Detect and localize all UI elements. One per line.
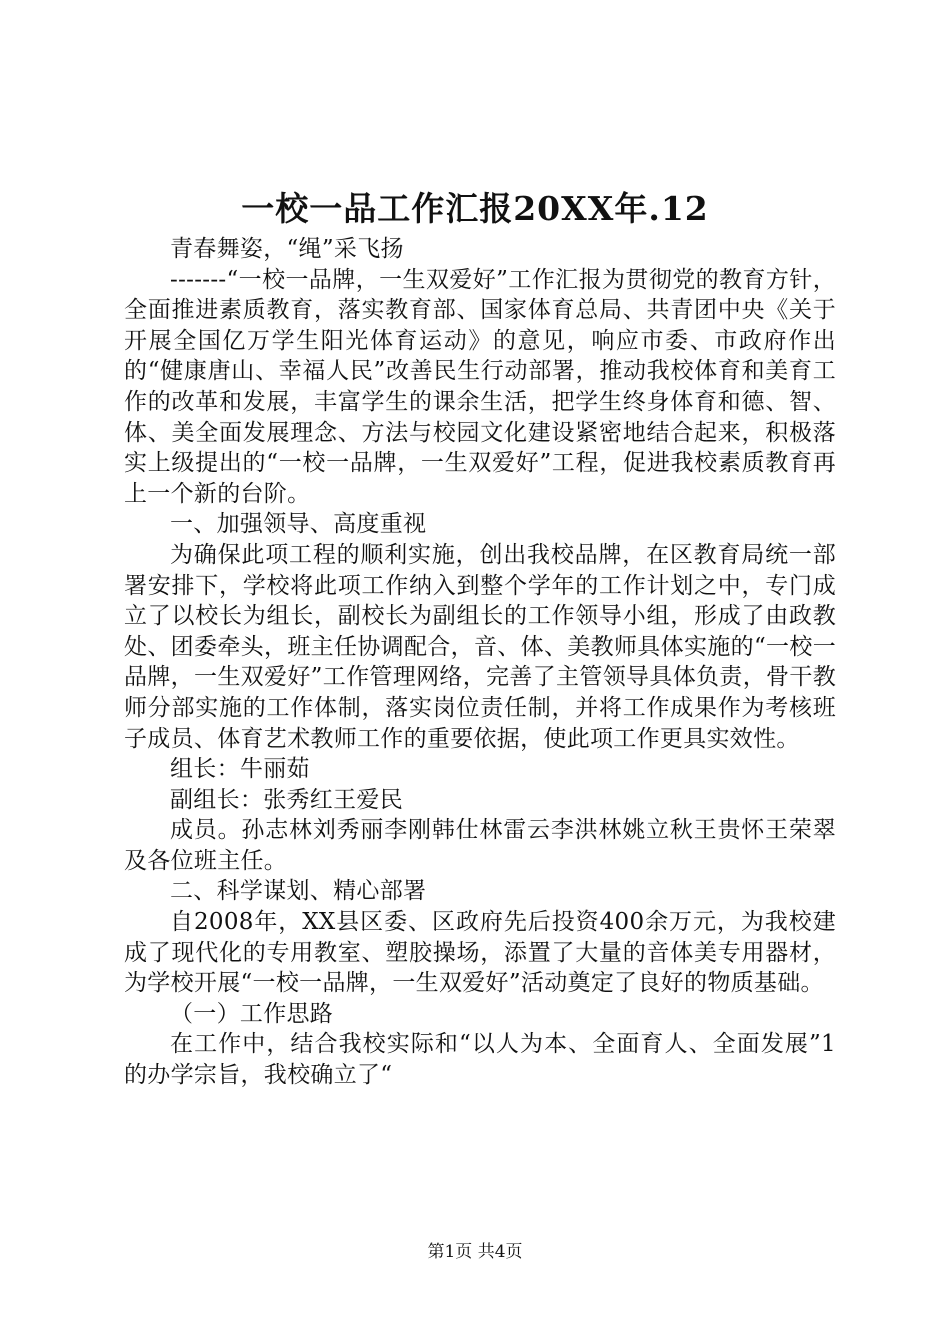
page-footer: 第1页 共4页: [427, 1242, 523, 1262]
paragraph-subtitle: 青春舞姿，“绳”采飞扬: [170, 236, 404, 262]
paragraph-members: 成员。孙志林刘秀丽李刚韩仕林雷云李洪林姚立秋王贵怀王荣翠及各位班主任。: [124, 817, 836, 874]
paragraph-section-1: 为确保此项工程的顺利实施，创出我校品牌，在区教育局统一部署安排下，学校将此项工作纳入到整个学年的工作计划之中，专门成立了以校长为组长，副校长为副组长的工作领导小组，形成了由政教处、团委牵头，班主任协调配合，音、体、美教师具体实施的“一校一品牌，一生双爱好”工作管理网络，完善了主管领导具体负责，骨干教师分部实施的工作体制，落实岗位责任制，并将工作成果作为考核班子成员、体育艺术教师工作的重要依据，使此项工作更具实效性。: [124, 541, 836, 752]
document-body: [124, 234, 836, 1091]
paragraph-subsection-1: 在工作中，结合我校实际和“以人为本、全面育人、全面发展”1的办学宗旨，我校确立了“: [124, 1031, 836, 1089]
paragraph-deputy-leader: 副组长：张秀红王爱民: [170, 786, 403, 813]
paragraph-section-2: 自2008年，XX县区委、区政府先后投资400余万元，为我校建成了现代化的专用教室、塑胶操场，添置了大量的音体美专用器材，为学校开展“一校一品牌，一生双爱好”活动奠定了良好的物质基础。: [124, 909, 836, 997]
document-title: 一校一品工作汇报20XX年.12: [241, 189, 709, 228]
paragraph-intro: -------“一校一品牌，一生双爱好”工作汇报为贯彻党的教育方针，全面推进素质教育，落实教育部、国家体育总局、共青团中央《关于开展全国亿万学生阳光体育运动》的意见，响应市委、市政府作出的“健康唐山、幸福人民”改善民生行动部署，推动我校体育和美育工作的改革和发展，丰富学生的课余生活，把学生终身体育和德、智、体、美全面发展理念、方法与校园文化建设紧密地结合起来，积极落实上级提出的“一校一品牌，一生双爱好”工程，促进我校素质教育再上一个新的台阶。: [124, 266, 836, 507]
subsection-heading-1: （一）工作思路: [170, 1000, 334, 1027]
paragraph-leader: 组长：牛丽茹: [170, 756, 310, 783]
section-heading-2: 二、科学谋划、精心部署: [170, 878, 427, 905]
section-heading-1: 一、加强领导、高度重视: [170, 511, 427, 538]
